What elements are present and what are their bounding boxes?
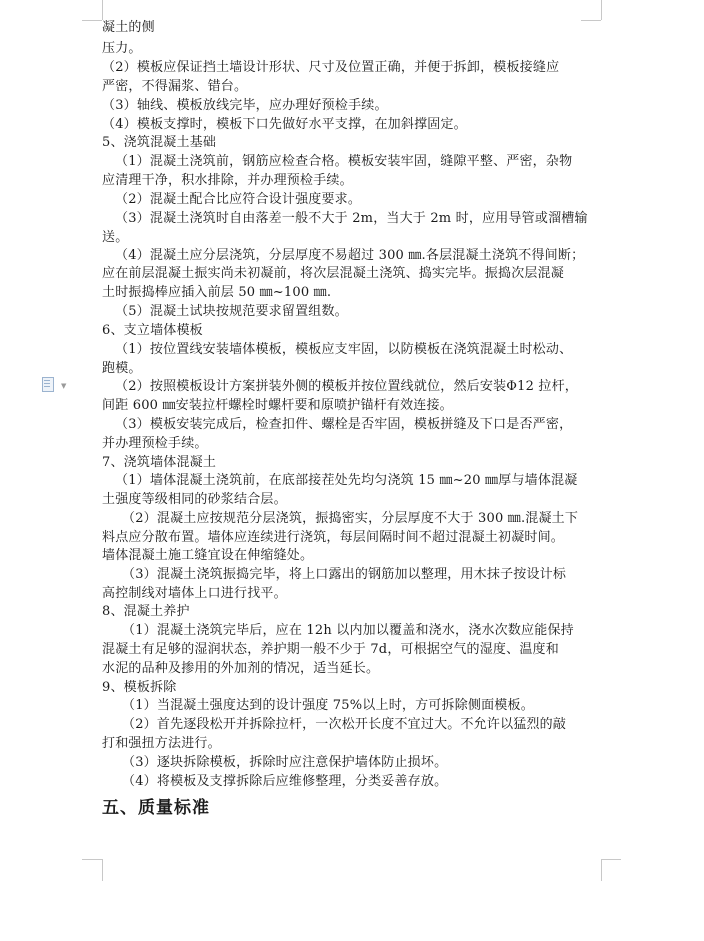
- page-corner-mark-top-right: [601, 0, 622, 20]
- text-line: （4）混凝土应分层浇筑，分层厚度不易超过 300 ㎜.各层混凝土浇筑不得间断；: [115, 248, 585, 263]
- text-line: （3）混凝土浇筑振捣完毕，将上口露出的钢筋加以整理，用木抹子按设计标: [122, 567, 567, 582]
- text-line: 墙体混凝土施工缝宜设在伸缩缝处。: [102, 548, 314, 563]
- text-line: （2）混凝土应按规范分层浇筑，振捣密实，分层厚度不大于 300 ㎜.混凝土下: [122, 511, 579, 526]
- chevron-down-icon[interactable]: ▼: [61, 382, 67, 390]
- text-line: 间距 600 ㎜安装拉杆螺栓时螺杆要和原喷护锚杆有效连接。: [102, 398, 453, 413]
- page-corner-mark-bottom-right: [601, 859, 621, 860]
- text-line: （2）模板应保证挡土墙设计形状、尺寸及位置正确，并便于拆卸，模板接缝应: [102, 60, 560, 75]
- text-line: （4）将模板及支撑拆除后应维修整理，分类妥善存放。: [122, 774, 448, 789]
- text-line: 并办理预检手续。: [102, 436, 208, 451]
- document-outline-icon[interactable]: [42, 377, 67, 391]
- chapter-heading: 五、质量标准: [102, 798, 210, 818]
- text-line: 应清理干净，积水排除，并办理预检手续。: [102, 173, 353, 188]
- text-line: （5）混凝土试块按规范要求留置组数。: [115, 304, 348, 319]
- page-corner-mark-bottom-left: [82, 859, 102, 860]
- text-line: 土时振捣棒应插入前层 50 ㎜~100 ㎜.: [102, 285, 332, 300]
- text-line: （1）墙体混凝土浇筑前，在底部接茬处先均匀浇筑 15 ㎜~20 ㎜厚与墙体混凝: [115, 473, 578, 488]
- text-line: 打和强扭方法进行。: [102, 736, 221, 751]
- page-corner-mark-top-left: [82, 0, 103, 20]
- page-corner-mark-top-right-h: [581, 20, 601, 21]
- text-line: （1）混凝土浇筑前，钢筋应检查合格。模板安装牢固，缝隙平整、严密，杂物: [115, 154, 573, 169]
- section-heading: 6、支立墙体模板: [102, 323, 203, 338]
- text-line: 土强度等级相同的砂浆结合层。: [102, 492, 287, 507]
- section-heading: 7、浇筑墙体混凝土: [102, 455, 217, 470]
- text-line: （1）当混凝土强度达到的设计强度 75%以上时，方可拆除侧面模板。: [122, 698, 534, 713]
- section-heading: 9、模板拆除: [102, 680, 177, 695]
- page-corner-mark-bottom-left-v: [102, 859, 103, 881]
- page-corner-mark-bottom-right-v: [601, 859, 602, 881]
- text-line: （3）混凝土浇筑时自由落差一般不大于 2m，当大于 2m 时，应用导管或溜槽输: [115, 211, 588, 226]
- text-line: （3）模板安装完成后，检查扣件、螺栓是否牢固，模板拼缝及下口是否严密，: [115, 417, 573, 432]
- text-line: 严密，不得漏浆、错台。: [102, 79, 248, 94]
- text-line: 应在前层混凝土振实尚未初凝前，将次层混凝土浇筑、捣实完毕。振捣次层混凝: [102, 266, 565, 281]
- text-line: （2）首先逐段松开并拆除拉杆，一次松开长度不宜过大。不允许以猛烈的敲: [122, 717, 567, 732]
- text-line: 高控制线对墙体上口进行找平。: [102, 586, 287, 601]
- text-line: 凝土的侧: [102, 20, 155, 35]
- text-line: （1）混凝土浇筑完毕后，应在 12h 以内加以覆盖和浇水，浇水次数应能保持: [122, 623, 574, 638]
- text-line: 跑模。: [102, 361, 142, 376]
- section-heading: 5、浇筑混凝土基础: [102, 135, 217, 150]
- text-line: 送。: [102, 230, 129, 245]
- text-line: （1）按位置线安装墙体模板，模板应支牢固，以防模板在浇筑混凝土时松动、: [115, 342, 573, 357]
- text-line: 水泥的品种及掺用的外加剂的情况，适当延长。: [102, 661, 380, 676]
- section-heading: 8、混凝土养护: [102, 604, 190, 619]
- text-line: （2）按照模板设计方案拼装外侧的模板并按位置线就位，然后安装Φ12 拉杆，: [115, 379, 579, 394]
- text-line: 混凝土有足够的湿润状态，养护期一般不少于 7d，可根据空气的湿度、温度和: [102, 642, 559, 657]
- text-line: 料点应分散布置。墙体应连续进行浇筑，每层间隔时间不超过混凝土初凝时间。: [102, 530, 565, 545]
- text-line: 压力。: [102, 41, 142, 56]
- text-line: （3）逐块拆除模板，拆除时应注意保护墙体防止损坏。: [122, 755, 448, 770]
- page-corner-mark-top-left-h: [82, 20, 102, 21]
- text-line: （4）模板支撑时，模板下口先做好水平支撑，在加斜撑固定。: [102, 117, 467, 132]
- text-line: （2）混凝土配合比应符合设计强度要求。: [115, 192, 362, 207]
- text-line: （3）轴线、模板放线完毕，应办理好预检手续。: [102, 98, 388, 113]
